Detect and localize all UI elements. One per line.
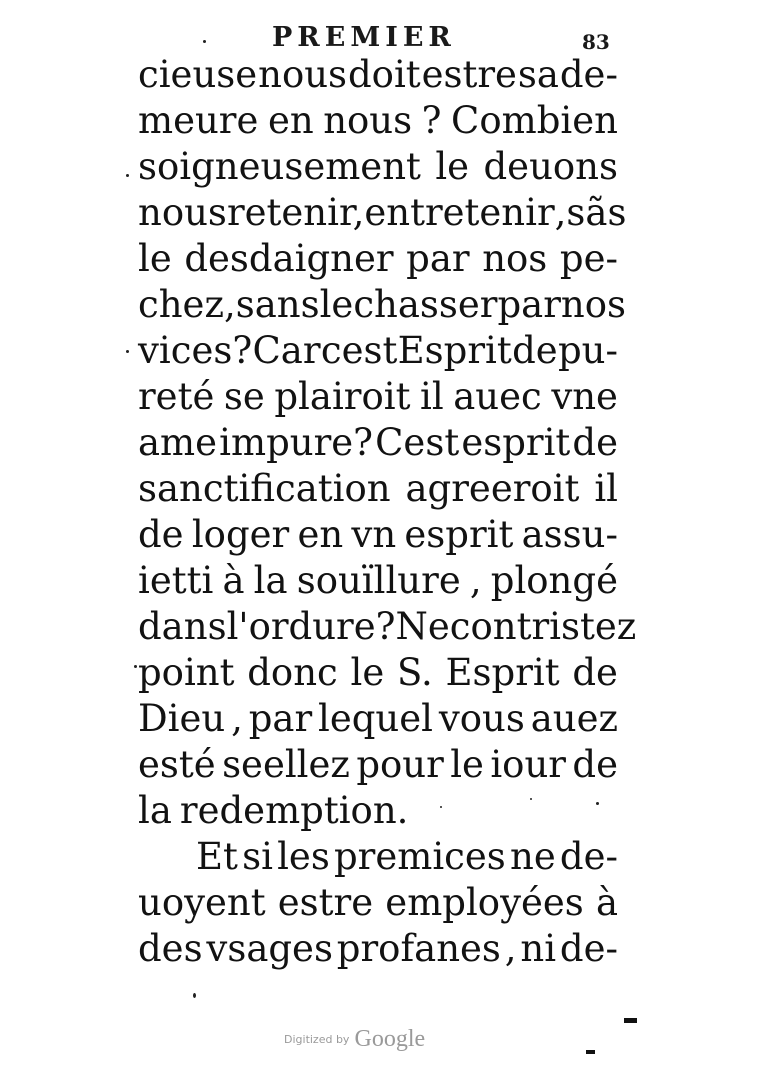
word: premices bbox=[334, 835, 506, 878]
text-line-6 bbox=[138, 282, 627, 328]
word: ietti bbox=[138, 559, 214, 602]
word: chez, bbox=[138, 283, 236, 326]
word: esprit bbox=[404, 513, 514, 556]
word: soigneusement bbox=[138, 145, 421, 188]
word: redemption. bbox=[179, 789, 409, 832]
word: iour bbox=[490, 743, 566, 786]
digitized-label: Digitized by bbox=[284, 1033, 350, 1046]
word: meure bbox=[138, 99, 259, 142]
word: desdaigner bbox=[184, 237, 394, 280]
word: Car bbox=[252, 329, 321, 372]
word: S. bbox=[397, 651, 433, 694]
scan-speck bbox=[126, 350, 129, 353]
word: l'ordure? bbox=[226, 605, 396, 648]
text-line-17 bbox=[138, 788, 618, 834]
word: en bbox=[297, 513, 344, 556]
word: sãs bbox=[566, 191, 627, 234]
word: impure? bbox=[219, 421, 374, 464]
word: à bbox=[222, 559, 245, 602]
word: Dieu bbox=[138, 697, 226, 740]
scan-speck bbox=[530, 798, 532, 800]
text-line-5 bbox=[138, 236, 618, 282]
word: les bbox=[277, 835, 330, 878]
word: nos bbox=[560, 283, 627, 326]
word: pe- bbox=[559, 237, 618, 280]
word: ni bbox=[520, 927, 557, 970]
text-line-19 bbox=[138, 880, 618, 926]
word: nous bbox=[258, 53, 348, 96]
word: entretenir bbox=[364, 191, 555, 234]
word: plairoit bbox=[274, 375, 411, 418]
word: par bbox=[248, 697, 313, 740]
word: Esprit bbox=[445, 651, 560, 694]
word: de bbox=[512, 329, 558, 372]
word: loger bbox=[191, 513, 290, 556]
scan-speck bbox=[134, 665, 137, 668]
word: de bbox=[138, 513, 184, 556]
word: retenir, bbox=[226, 191, 365, 234]
text-line-15 bbox=[138, 696, 618, 742]
word: des bbox=[138, 927, 203, 970]
word: le bbox=[319, 283, 354, 326]
word: profanes bbox=[336, 927, 501, 970]
word: estre bbox=[421, 53, 517, 96]
text-line-3 bbox=[138, 144, 618, 190]
word: dans bbox=[138, 605, 227, 648]
word: vous bbox=[438, 697, 525, 740]
text-line-1 bbox=[138, 52, 618, 98]
text-line-18 bbox=[138, 834, 618, 880]
word: pu- bbox=[557, 329, 618, 372]
word: point bbox=[138, 651, 235, 694]
word: le bbox=[138, 237, 172, 280]
word: auez bbox=[530, 697, 618, 740]
word: cieuse bbox=[138, 53, 258, 96]
text-line-4 bbox=[138, 190, 627, 236]
word: si bbox=[242, 835, 273, 878]
google-logo: Google bbox=[354, 1026, 426, 1052]
word: Esprit bbox=[397, 329, 512, 372]
word: Et bbox=[196, 835, 238, 878]
word: cest bbox=[320, 329, 398, 372]
scan-mark bbox=[624, 1018, 637, 1023]
scan-speck bbox=[440, 806, 442, 808]
word: il bbox=[420, 375, 444, 418]
word: de- bbox=[559, 927, 618, 970]
word: nous bbox=[138, 191, 227, 234]
word: doit bbox=[347, 53, 421, 96]
scan-speck bbox=[596, 802, 599, 805]
word: ne bbox=[509, 835, 556, 878]
word: de bbox=[572, 743, 618, 786]
word: de bbox=[572, 421, 618, 464]
word: de- bbox=[559, 53, 618, 96]
word: vne bbox=[551, 375, 618, 418]
word: vn bbox=[351, 513, 397, 556]
scan-speck bbox=[126, 174, 129, 177]
word: la bbox=[253, 559, 288, 602]
word: le bbox=[450, 743, 484, 786]
scan-mark bbox=[586, 1050, 595, 1054]
scan-speck bbox=[193, 993, 196, 998]
text-line-7 bbox=[138, 328, 618, 374]
word: reté bbox=[138, 375, 215, 418]
word: par bbox=[497, 283, 561, 326]
word: sanctification bbox=[138, 467, 391, 510]
word: ame bbox=[138, 421, 218, 464]
word: sans bbox=[235, 283, 320, 326]
text-line-20 bbox=[138, 926, 618, 972]
word: le bbox=[435, 145, 470, 188]
word: , bbox=[469, 559, 482, 602]
scan-speck bbox=[203, 40, 206, 43]
word: se bbox=[223, 375, 265, 418]
word: de bbox=[572, 651, 618, 694]
word: auec bbox=[453, 375, 542, 418]
running-head: PREMIER bbox=[272, 22, 456, 53]
body-text bbox=[138, 52, 637, 972]
word: lequel bbox=[318, 697, 433, 740]
text-line-12 bbox=[138, 558, 618, 604]
digitized-by-google-watermark bbox=[284, 1026, 425, 1053]
word: uoyent bbox=[138, 881, 266, 924]
word: agreeroit bbox=[405, 467, 580, 510]
word: esprit bbox=[461, 421, 571, 464]
text-line-14 bbox=[138, 650, 618, 696]
text-line-13 bbox=[138, 604, 637, 650]
text-line-8 bbox=[138, 374, 618, 420]
word: seellez bbox=[222, 743, 350, 786]
word: , bbox=[504, 927, 517, 970]
word: de- bbox=[559, 835, 618, 878]
text-line-9 bbox=[138, 420, 618, 466]
word: vsages bbox=[206, 927, 333, 970]
word: Combien bbox=[451, 99, 618, 142]
word: vices? bbox=[138, 329, 253, 372]
word: employées bbox=[385, 881, 584, 924]
word: contristez bbox=[449, 605, 637, 648]
word: , bbox=[554, 191, 567, 234]
word: le bbox=[350, 651, 385, 694]
word: sa bbox=[517, 53, 559, 96]
word: nous bbox=[323, 99, 413, 142]
word: Ne bbox=[395, 605, 450, 648]
word: donc bbox=[247, 651, 338, 694]
word: il bbox=[594, 467, 618, 510]
word: ? bbox=[421, 99, 442, 142]
word: estre bbox=[277, 881, 374, 924]
page-number: 83 bbox=[582, 30, 610, 54]
word: nos bbox=[482, 237, 548, 280]
word: , bbox=[231, 697, 243, 740]
word: à bbox=[595, 881, 618, 924]
word: par bbox=[406, 237, 470, 280]
text-line-16 bbox=[138, 742, 618, 788]
word: Cest bbox=[375, 421, 460, 464]
text-line-11 bbox=[138, 512, 618, 558]
word: pour bbox=[356, 743, 444, 786]
word: deuons bbox=[483, 145, 618, 188]
word: la bbox=[138, 789, 172, 832]
word: esté bbox=[138, 743, 216, 786]
word: chasser bbox=[353, 283, 498, 326]
word: plongé bbox=[490, 559, 618, 602]
word: en bbox=[267, 99, 314, 142]
text-line-2 bbox=[138, 98, 618, 144]
text-line-10 bbox=[138, 466, 618, 512]
word: souïllure bbox=[296, 559, 461, 602]
word: assu- bbox=[521, 513, 618, 556]
